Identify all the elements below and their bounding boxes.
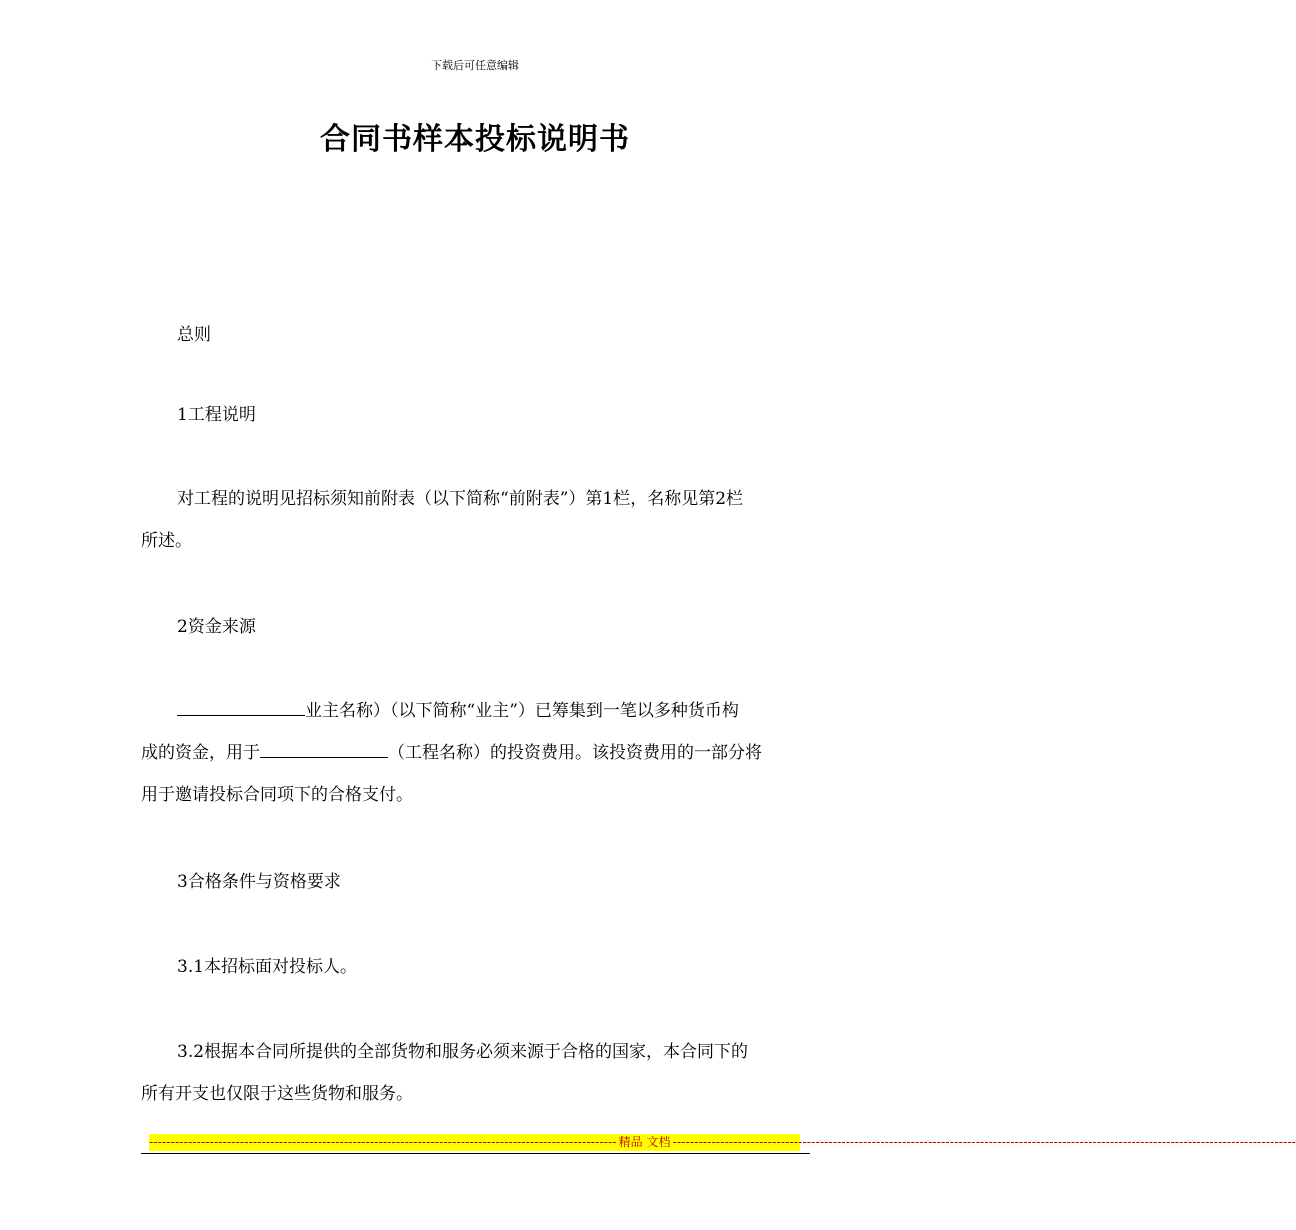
section-1-heading: 1工程说明 <box>177 405 256 425</box>
footer-rule <box>141 1153 810 1154</box>
section-2-heading: 2资金来源 <box>177 617 256 637</box>
section-2-body-line3: 用于邀请投标合同项下的合格支付。 <box>141 785 413 805</box>
section-2-body-part1: 业主名称）（以下简称“业主”）已筹集到一笔以多种货币构 <box>305 701 739 721</box>
project-name-blank <box>260 737 388 758</box>
paragraph-s3-1 <box>141 946 813 988</box>
section-general-heading: 总则 <box>177 325 211 345</box>
section-2-body-line1 <box>141 690 813 732</box>
section-2-body-part3: （工程名称）的投资费用。该投资费用的一部分将 <box>388 743 762 763</box>
footer-dashes-right: ------------------------------------------------------------------------------------------------------------------------------------------------ <box>672 1135 1296 1149</box>
paragraph-general <box>141 314 813 356</box>
footer-banner <box>149 1134 1296 1151</box>
section-1-body-line1: 对工程的说明见招标须知前附表（以下简称“前附表”）第1栏，名称见第2栏 <box>177 489 744 509</box>
paragraph-s1-body <box>141 478 813 562</box>
section-2-body-line2 <box>141 732 813 774</box>
paragraph-s2-heading <box>141 606 813 648</box>
section-1-body-line2: 所述。 <box>141 531 192 551</box>
footer-dashes-left: ------------------------------------------------------------------------------------------------------------ <box>149 1135 617 1149</box>
section-3-2-line1: 3.2根据本合同所提供的全部货物和服务必须来源于合格的国家，本合同下的 <box>177 1042 749 1062</box>
section-2-body-part2: 成的资金，用于 <box>141 743 260 763</box>
header-note: 下载后可任意编辑 <box>431 59 519 72</box>
owner-name-blank <box>177 695 305 716</box>
paragraph-s3-heading <box>141 861 813 903</box>
section-3-heading: 3合格条件与资格要求 <box>177 872 341 892</box>
paragraph-s1-heading <box>141 394 813 436</box>
section-3-2-line2: 所有开支也仅限于这些货物和服务。 <box>141 1084 413 1104</box>
section-3-1: 3.1本招标面对投标人。 <box>177 957 358 977</box>
paragraph-s3-2 <box>141 1031 813 1115</box>
paragraph-s2-body <box>141 690 813 816</box>
footer-label: 精品 文档 <box>618 1135 671 1149</box>
document-title: 合同书样本投标说明书 <box>320 122 630 157</box>
